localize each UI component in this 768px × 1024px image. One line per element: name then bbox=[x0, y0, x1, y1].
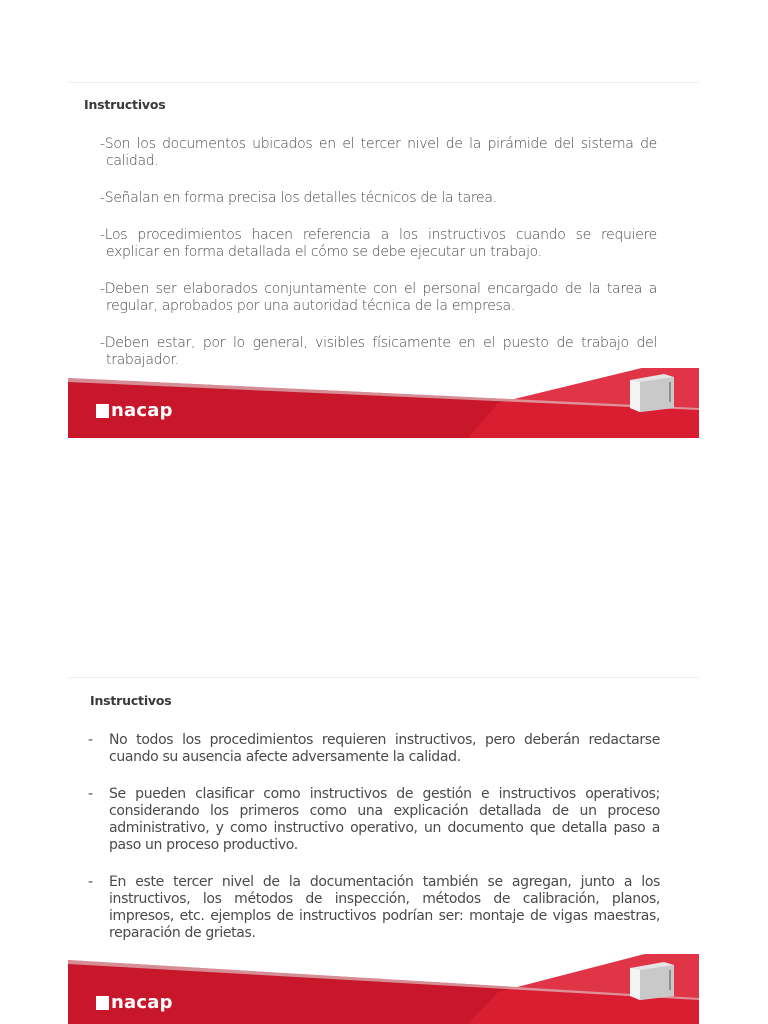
bullet-item: -Los procedimientos hacen referencia a los instructivos cuando se requiere explicar en forma detallada el cómo se debe ejecutar un trabajo. bbox=[100, 227, 657, 260]
slide-top-rule bbox=[68, 677, 699, 678]
bullet-item: -Señalan en forma precisa los detalles técnicos de la tarea. bbox=[100, 190, 497, 206]
bullet-marker: - bbox=[88, 874, 93, 890]
slide-1 bbox=[68, 82, 699, 438]
bullet-list bbox=[100, 136, 657, 389]
logo-mark bbox=[96, 996, 109, 1010]
logo-mark bbox=[96, 404, 109, 418]
brand-footer-band bbox=[68, 954, 699, 1024]
bullet-item bbox=[88, 786, 660, 854]
bullet-item bbox=[88, 732, 660, 766]
slide-2 bbox=[68, 677, 699, 1024]
logo-wordmark: nacap bbox=[111, 400, 173, 421]
bullet-text: En este tercer nivel de la documentación también se agregan, junto a los instructivos, los métodos de inspección, métodos de calibración, planos, impresos, etc. ejemplos de instructivos podrían ser: montaje de vigas maestras, reparación de grietas. bbox=[109, 874, 660, 941]
bullet-marker: - bbox=[88, 786, 93, 802]
building-icon bbox=[630, 374, 674, 412]
bullet-item: -Deben estar, por lo general, visibles físicamente en el puesto de trabajo del trabajador. bbox=[100, 335, 657, 368]
bullet-item: -Deben ser elaborados conjuntamente con el personal encargado de la tarea a regular, aprobados por una autoridad técnica de la empresa. bbox=[100, 281, 657, 314]
slide-top-rule bbox=[68, 82, 699, 83]
bullet-item bbox=[88, 874, 660, 942]
bullet-list bbox=[88, 732, 660, 962]
bullet-text: No todos los procedimientos requieren instructivos, pero deberán redactarse cuando su ausencia afecte adversamente la calidad. bbox=[109, 732, 660, 765]
slide-title: Instructivos bbox=[84, 97, 166, 112]
bullet-item: -Son los documentos ubicados en el tercer nivel de la pirámide del sistema de calidad. bbox=[100, 136, 657, 169]
inacap-logo bbox=[96, 400, 173, 421]
slide-title: Instructivos bbox=[90, 693, 172, 708]
inacap-logo bbox=[96, 992, 173, 1013]
logo-wordmark: nacap bbox=[111, 992, 173, 1013]
bullet-marker: - bbox=[88, 732, 93, 748]
building-icon bbox=[630, 962, 674, 1000]
bullet-text: Se pueden clasificar como instructivos de gestión e instructivos operativos; considerando los primeros como una explicación detallada de un proceso administrativo, y como instructivo operativo, un documento que detalla paso a paso un proceso productivo. bbox=[109, 786, 660, 853]
